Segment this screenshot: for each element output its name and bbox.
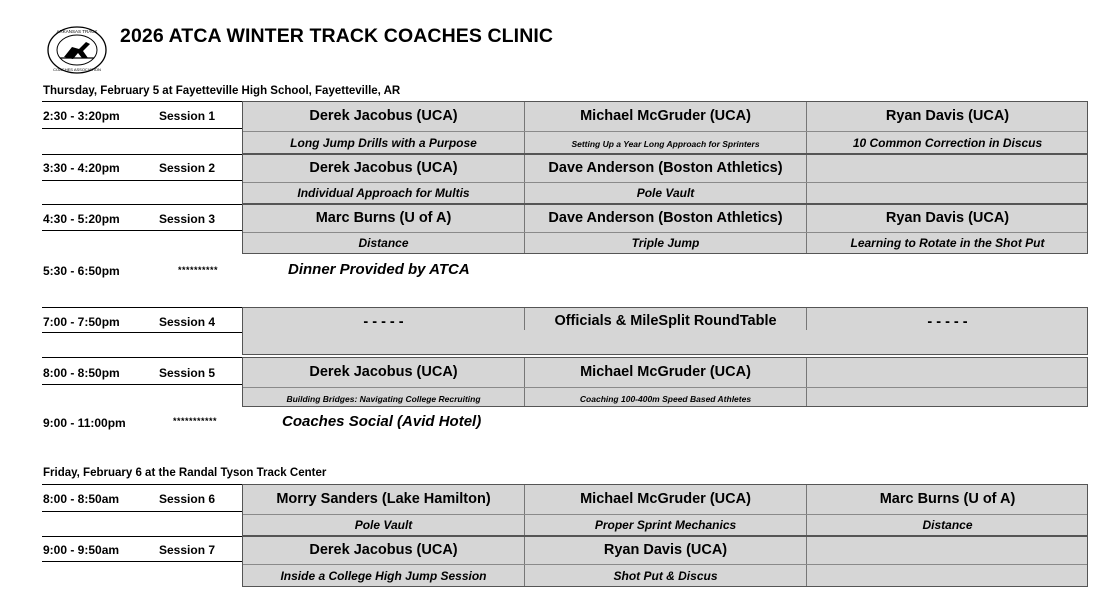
break-text: Dinner Provided by ATCA — [288, 261, 470, 278]
session-time: 2:30 - 3:20pm — [43, 109, 120, 123]
speaker: Morry Sanders (Lake Hamilton) — [276, 491, 491, 507]
topic: Shot Put & Discus — [613, 569, 718, 583]
topic: Building Bridges: Navigating College Recruiting — [286, 394, 481, 404]
topic: Proper Sprint Mechanics — [594, 518, 737, 532]
topic: Learning to Rotate in the Shot Put — [850, 236, 1045, 250]
session-block — [242, 484, 1088, 536]
break-time: 9:00 - 11:00pm — [43, 416, 126, 430]
speaker: Ryan Davis (UCA) — [885, 108, 1010, 124]
speaker: Marc Burns (U of A) — [879, 491, 1016, 507]
placeholder: - - - - - — [927, 314, 968, 330]
break-marker: ********** — [178, 265, 219, 275]
session-time: 4:30 - 5:20pm — [43, 212, 120, 226]
session-block — [242, 154, 1088, 204]
session-block — [242, 536, 1088, 587]
speaker: Dave Anderson (Boston Athletics) — [548, 160, 783, 176]
speaker: Dave Anderson (Boston Athletics) — [548, 210, 783, 226]
speaker: Officials & MileSplit RoundTable — [554, 313, 777, 329]
session-label: Session 2 — [159, 161, 216, 175]
topic: Individual Approach for Multis — [297, 186, 470, 200]
friday-header: Friday, February 6 at the Randal Tyson Track Center — [43, 467, 327, 479]
session-block — [242, 101, 1088, 154]
session-time: 8:00 - 8:50am — [43, 492, 120, 506]
topic: Inside a College High Jump Session — [280, 569, 487, 583]
topic: Pole Vault — [354, 518, 413, 532]
speaker: Ryan Davis (UCA) — [885, 210, 1010, 226]
topic: Coaching 100-400m Speed Based Athletes — [579, 394, 752, 404]
session-label: Session 1 — [159, 109, 216, 123]
speaker: Marc Burns (U of A) — [315, 210, 452, 226]
thursday-header: Thursday, February 5 at Fayetteville High School, Fayetteville, AR — [43, 85, 401, 97]
topic: 10 Common Correction in Discus — [852, 136, 1043, 150]
session-block — [242, 204, 1088, 254]
speaker: Michael McGruder (UCA) — [580, 491, 751, 507]
break-text: Coaches Social (Avid Hotel) — [282, 413, 482, 430]
topic: Distance — [922, 518, 973, 532]
break-marker: *********** — [173, 416, 218, 426]
session-block — [242, 307, 1088, 355]
speaker: Derek Jacobus (UCA) — [309, 160, 458, 176]
topic: Distance — [358, 236, 409, 250]
association-logo — [46, 25, 108, 75]
page-title: 2026 ATCA WINTER TRACK COACHES CLINIC — [120, 25, 554, 47]
session-time: 9:00 - 9:50am — [43, 543, 120, 557]
logo-top-text: ARKANSAS TRACK — [56, 29, 98, 34]
session-label: Session 6 — [159, 492, 216, 506]
session-label: Session 4 — [159, 315, 216, 329]
speaker: Ryan Davis (UCA) — [603, 542, 728, 558]
session-time: 7:00 - 7:50pm — [43, 315, 120, 329]
speaker: Michael McGruder (UCA) — [580, 108, 751, 124]
session-time: 3:30 - 4:20pm — [43, 161, 120, 175]
speaker: Derek Jacobus (UCA) — [309, 108, 458, 124]
session-time: 8:00 - 8:50pm — [43, 366, 120, 380]
break-time: 5:30 - 6:50pm — [43, 264, 120, 278]
placeholder: - - - - - — [363, 314, 404, 330]
session-block — [242, 357, 1088, 407]
topic: Triple Jump — [631, 236, 700, 250]
topic: Pole Vault — [636, 186, 695, 200]
speaker: Derek Jacobus (UCA) — [309, 542, 458, 558]
session-label: Session 5 — [159, 366, 216, 380]
topic: Setting Up a Year Long Approach for Sprinters — [571, 139, 760, 149]
session-label: Session 7 — [159, 543, 216, 557]
speaker: Michael McGruder (UCA) — [580, 364, 751, 380]
logo-bottom-text: COACHES ASSOCIATION — [53, 67, 101, 72]
speaker: Derek Jacobus (UCA) — [309, 364, 458, 380]
topic: Long Jump Drills with a Purpose — [290, 136, 477, 150]
session-label: Session 3 — [159, 212, 216, 226]
